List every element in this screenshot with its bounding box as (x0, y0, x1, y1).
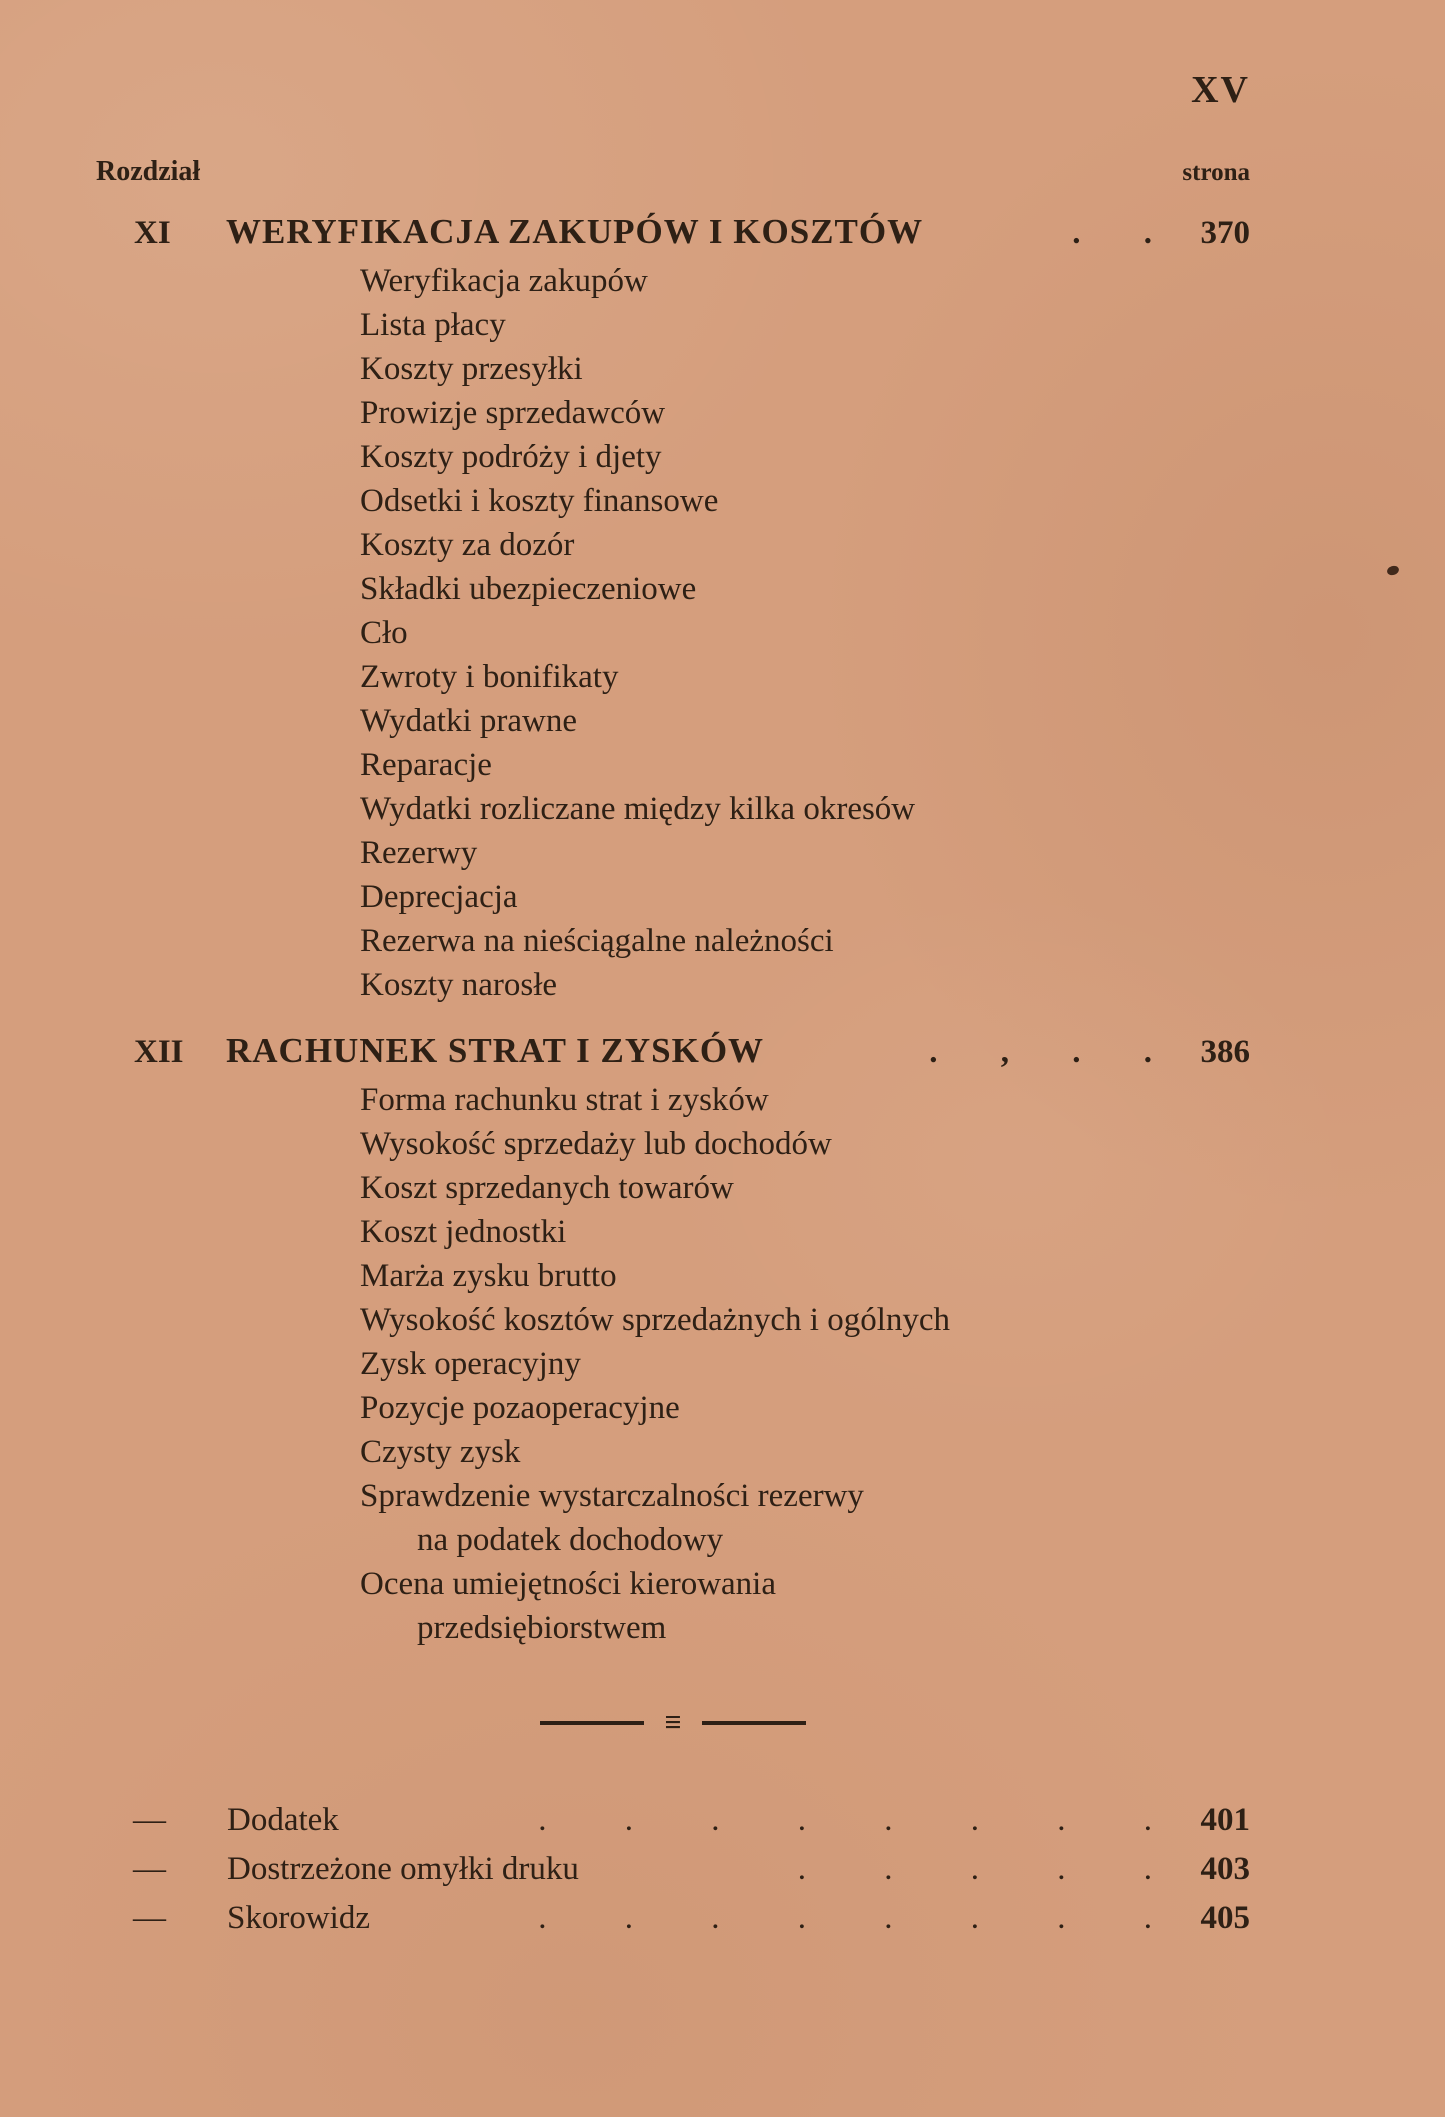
back-matter-page-number: 405 (1200, 1900, 1250, 1936)
toc-item: Koszty za dozór (360, 527, 575, 563)
back-matter-row (96, 1894, 1250, 1943)
toc-item: Sprawdzenie wystarczalności rezerwy (360, 1478, 864, 1514)
toc-item: Koszty przesyłki (360, 351, 583, 387)
dot-leader: . . . . . . . . (538, 1802, 1152, 1838)
chapter-page-number: 386 (1200, 1034, 1250, 1070)
back-matter-label: Skorowidz (227, 1900, 370, 1936)
toc-item: Forma rachunku strat i zysków (360, 1082, 769, 1118)
toc-item: Pozycje pozaoperacyjne (360, 1390, 680, 1426)
page-number: XV (1191, 69, 1250, 111)
toc-item: Prowizje sprzedawców (360, 395, 666, 431)
toc-item: Koszt jednostki (360, 1214, 567, 1250)
toc-item: Rezerwa na nieściągalne należności (360, 923, 834, 959)
back-matter-page-number: 403 (1200, 1851, 1250, 1887)
column-headers (96, 156, 1250, 188)
chapter-title: WERYFIKACJA ZAKUPÓW I KOSZTÓW (226, 212, 924, 251)
toc-item: Koszty podróży i djety (360, 439, 662, 475)
dash-marker: — (133, 1802, 166, 1838)
section-divider (96, 1708, 1250, 1738)
dot-leader: . . . . . . . . (538, 1900, 1152, 1936)
toc-item-continuation: na podatek dochodowy (417, 1522, 724, 1558)
back-matter-page-number: 401 (1200, 1802, 1250, 1838)
toc-item: Czysty zysk (360, 1434, 521, 1470)
toc-item: Lista płacy (360, 307, 506, 343)
toc-item: Zysk operacyjny (360, 1346, 581, 1382)
chapter-xii-items (360, 1078, 1250, 1650)
dot-leader: . , . . (929, 1034, 1152, 1070)
toc-item: Wydatki prawne (360, 703, 578, 739)
back-matter-row (96, 1796, 1250, 1845)
dash-marker: — (133, 1851, 166, 1887)
toc-item: Wydatki rozliczane między kilka okresów (360, 791, 916, 827)
toc-item: Deprecjacja (360, 879, 518, 915)
divider-rule-right (702, 1721, 806, 1725)
chapter-row-xii (96, 1031, 1250, 1071)
toc-item: Rezerwy (360, 835, 478, 871)
chapter-page-number: 370 (1200, 215, 1250, 251)
back-matter-list (96, 1796, 1250, 1943)
chapter-number: XII (134, 1034, 184, 1070)
toc-item: Wysokość kosztów sprzedażnych i ogólnych (360, 1302, 951, 1338)
chapter-xi-items (360, 259, 1250, 1007)
column-header-page: strona (1182, 159, 1250, 186)
dot-leader: . . . . . (797, 1851, 1152, 1887)
back-matter-label: Dostrzeżone omyłki druku (227, 1851, 579, 1887)
dot-leader: . . (1072, 215, 1152, 251)
toc-item: Koszt sprzedanych towarów (360, 1170, 734, 1206)
divider-symbol: ≡ (664, 1706, 682, 1739)
dash-marker: — (133, 1900, 166, 1936)
column-header-chapter: Rozdział (96, 156, 201, 187)
toc-item: Marża zysku brutto (360, 1258, 617, 1294)
divider-rule-left (540, 1721, 644, 1725)
chapter-row-xi (96, 212, 1250, 252)
toc-item: Wysokość sprzedaży lub dochodów (360, 1126, 832, 1162)
chapter-title: RACHUNEK STRAT I ZYSKÓW (226, 1031, 765, 1070)
toc-item: Odsetki i koszty finansowe (360, 483, 719, 519)
chapter-number: XI (134, 215, 171, 251)
toc-item: Reparacje (360, 747, 492, 783)
toc-item: Składki ubezpieczeniowe (360, 571, 697, 607)
toc-item: Weryfikacja zakupów (360, 263, 648, 299)
toc-item: Koszty narosłe (360, 967, 558, 1003)
toc-item: Cło (360, 615, 408, 651)
toc-item: Zwroty i bonifikaty (360, 659, 619, 695)
toc-item: Ocena umiejętności kierowania (360, 1566, 776, 1602)
toc-item-continuation: przedsiębiorstwem (417, 1610, 667, 1646)
back-matter-row (96, 1845, 1250, 1894)
back-matter-label: Dodatek (227, 1802, 339, 1838)
